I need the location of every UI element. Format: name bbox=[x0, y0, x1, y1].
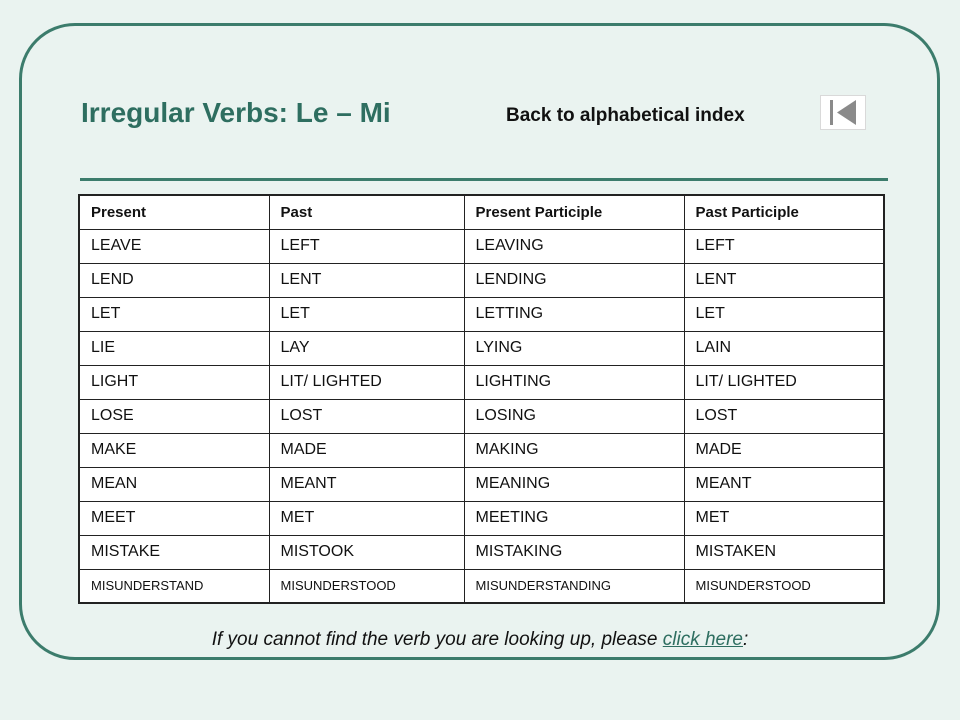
table-cell: LOST bbox=[269, 399, 464, 433]
table-cell: LET bbox=[269, 297, 464, 331]
skip-to-start-icon bbox=[821, 96, 865, 129]
table-cell: MEANT bbox=[269, 467, 464, 501]
table-cell: MISUNDERSTOOD bbox=[269, 569, 464, 603]
table-cell: LIT/ LIGHTED bbox=[684, 365, 884, 399]
table-cell: LETTING bbox=[464, 297, 684, 331]
table-cell: LIE bbox=[79, 331, 269, 365]
table-row bbox=[79, 467, 884, 501]
page-title: Irregular Verbs: Le – Mi bbox=[81, 97, 391, 128]
table-row bbox=[79, 535, 884, 569]
table-cell: MISUNDERSTAND bbox=[79, 569, 269, 603]
table-cell: MEET bbox=[79, 501, 269, 535]
table-row bbox=[79, 569, 884, 603]
table-cell: MEAN bbox=[79, 467, 269, 501]
table-cell: MAKING bbox=[464, 433, 684, 467]
table-cell: LOST bbox=[684, 399, 884, 433]
column-header-past: Past bbox=[269, 195, 464, 229]
table-cell: LENDING bbox=[464, 263, 684, 297]
table-cell: MET bbox=[269, 501, 464, 535]
table-cell: MET bbox=[684, 501, 884, 535]
table-cell: MADE bbox=[684, 433, 884, 467]
table-row bbox=[79, 433, 884, 467]
table-row bbox=[79, 297, 884, 331]
table-cell: LYING bbox=[464, 331, 684, 365]
table-header-row bbox=[79, 195, 884, 229]
footer-note bbox=[0, 628, 960, 652]
table-cell: MISUNDERSTANDING bbox=[464, 569, 684, 603]
table-cell: LEND bbox=[79, 263, 269, 297]
column-header-present: Present bbox=[79, 195, 269, 229]
table-cell: LIT/ LIGHTED bbox=[269, 365, 464, 399]
table-cell: LENT bbox=[269, 263, 464, 297]
back-to-index-link[interactable]: Back to alphabetical index bbox=[506, 105, 745, 126]
footer-colon: : bbox=[743, 629, 749, 650]
footer-text: If you cannot find the verb you are looking up, please bbox=[211, 629, 663, 650]
table-cell: MEANING bbox=[464, 467, 684, 501]
table-cell: LIGHT bbox=[79, 365, 269, 399]
table-cell: MISTAKE bbox=[79, 535, 269, 569]
table-cell: LOSING bbox=[464, 399, 684, 433]
table-cell: LIGHTING bbox=[464, 365, 684, 399]
table-cell: MEANT bbox=[684, 467, 884, 501]
table-cell: MISTOOK bbox=[269, 535, 464, 569]
table-row bbox=[79, 331, 884, 365]
title-divider bbox=[80, 178, 888, 181]
click-here-link[interactable]: click here bbox=[662, 629, 743, 650]
table-cell: LEFT bbox=[684, 229, 884, 263]
table-row bbox=[79, 501, 884, 535]
table-cell: MISTAKING bbox=[464, 535, 684, 569]
column-header-past-participle: Past Participle bbox=[684, 195, 884, 229]
table-cell: LET bbox=[684, 297, 884, 331]
table-cell: MADE bbox=[269, 433, 464, 467]
table-row bbox=[79, 229, 884, 263]
table-cell: LEAVING bbox=[464, 229, 684, 263]
table-row bbox=[79, 263, 884, 297]
table-cell: MISUNDERSTOOD bbox=[684, 569, 884, 603]
table-cell: LAY bbox=[269, 331, 464, 365]
column-header-present-participle: Present Participle bbox=[464, 195, 684, 229]
table-cell: LAIN bbox=[684, 331, 884, 365]
table-row bbox=[79, 365, 884, 399]
table-cell: MEETING bbox=[464, 501, 684, 535]
table-cell: MISTAKEN bbox=[684, 535, 884, 569]
irregular-verbs-table bbox=[78, 194, 885, 604]
table-cell: LOSE bbox=[79, 399, 269, 433]
back-to-index-button[interactable] bbox=[820, 95, 866, 130]
table-cell: LEFT bbox=[269, 229, 464, 263]
table-row bbox=[79, 399, 884, 433]
table-cell: MAKE bbox=[79, 433, 269, 467]
table-cell: LEAVE bbox=[79, 229, 269, 263]
table-cell: LENT bbox=[684, 263, 884, 297]
table-cell: LET bbox=[79, 297, 269, 331]
